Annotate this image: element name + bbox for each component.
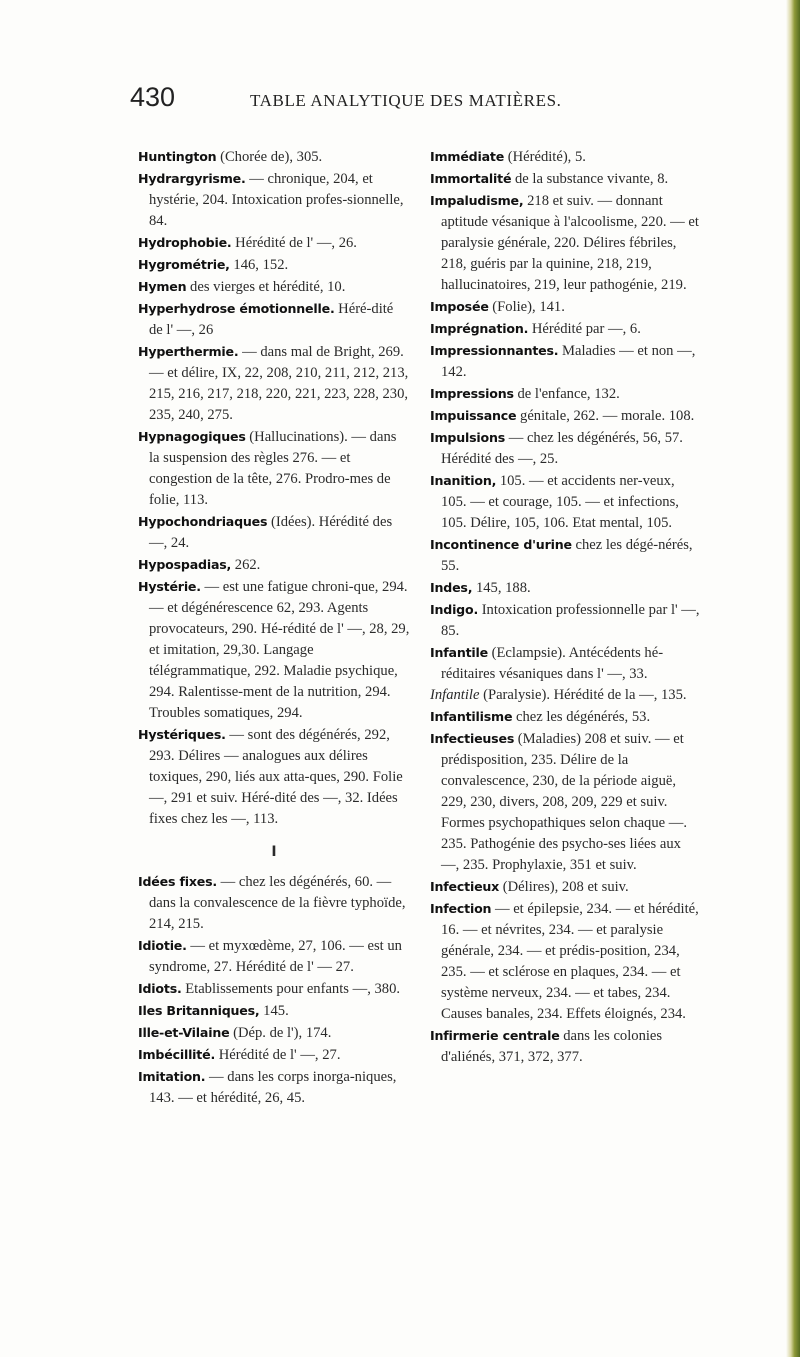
index-entry-text: Hérédité de l' —, 26. bbox=[231, 235, 357, 251]
index-headword: Idiots. bbox=[138, 981, 182, 996]
index-headword: Inanition, bbox=[430, 473, 497, 488]
index-entry-text: 145, 188. bbox=[472, 580, 531, 596]
index-entry bbox=[138, 276, 410, 298]
index-entry bbox=[430, 190, 700, 296]
index-entry bbox=[138, 341, 410, 426]
index-entry bbox=[430, 146, 700, 168]
index-headword: Idées fixes. bbox=[138, 874, 218, 889]
index-entry-text: chez les dégénérés, 53. bbox=[512, 709, 651, 725]
index-headword: Infectieux bbox=[430, 879, 500, 894]
index-entry-text: 262. bbox=[231, 557, 261, 573]
index-headword-italic: Infantile bbox=[430, 687, 480, 703]
index-headword: Incontinence d'urine bbox=[430, 537, 572, 552]
index-column-left bbox=[138, 146, 410, 1109]
index-headword: Hypospadias, bbox=[138, 557, 232, 572]
index-headword: Idiotie. bbox=[138, 938, 187, 953]
index-headword: Imbécillité. bbox=[138, 1047, 216, 1062]
index-entry-text: 145. bbox=[259, 1003, 289, 1019]
index-entry-text: 218 et suiv. — donnant aptitude vésanique à l'alcoolisme, 220. — et paralysie générale, 220. Délires fébriles, 218, guéris par la quinine, 218, 219, hallucinatoires, 219, leur pathogénie, 219. bbox=[441, 193, 699, 293]
index-headword: Huntington bbox=[138, 149, 217, 164]
index-entry-text: 146, 152. bbox=[229, 257, 289, 273]
index-entry bbox=[138, 576, 410, 724]
index-headword: Hydrargyrisme. bbox=[138, 171, 246, 186]
index-headword: Hystérie. bbox=[138, 579, 201, 594]
index-entry-text: — chronique, 204, et hystérie, 204. Intoxication profes-sionnelle, 84. bbox=[149, 171, 404, 229]
index-headword: Infantilisme bbox=[430, 709, 513, 724]
index-entry-text: (Délires), 208 et suiv. bbox=[499, 879, 629, 895]
index-entry-text: (Idées). Hérédité des —, 24. bbox=[149, 514, 393, 551]
index-entry bbox=[138, 232, 410, 254]
index-entry bbox=[138, 871, 410, 935]
index-entry-text: (Eclampsie). Antécédents hé-réditaires vésaniques dans l' —, 33. bbox=[441, 645, 664, 682]
index-entry-text: chez les dégé-nérés, 55. bbox=[441, 537, 693, 574]
index-entry bbox=[138, 1000, 410, 1022]
index-entry-text: (Hallucinations). — dans la suspension des règles 276. — et congestion de la tête, 276. Prodro-mes de folie, 113. bbox=[149, 429, 397, 508]
index-entry bbox=[138, 254, 410, 276]
index-headword: Hyperthermie. bbox=[138, 344, 239, 359]
index-entry bbox=[430, 427, 700, 470]
index-entry-text: Maladies — et non —, 142. bbox=[441, 343, 696, 380]
index-entry bbox=[430, 383, 700, 405]
page-edge-stain bbox=[786, 0, 800, 1357]
index-entry bbox=[430, 470, 700, 534]
index-headword: Hydrophobie. bbox=[138, 235, 232, 250]
index-entry-text: — et épilepsie, 234. — et hérédité, 16. — et névrites, 234. — et paralysie générale, 234. — et prédis-position, 234, 235. — et sclérose en plaques, 234. — et système nerveux, 234. — et tabes, 234. Causes banales, 234. Effets éloignés, 234. bbox=[441, 901, 699, 1022]
index-entry-text: Etablissements pour enfants —, 380. bbox=[181, 981, 401, 997]
index-headword: Indigo. bbox=[430, 602, 479, 617]
index-entry bbox=[430, 340, 700, 383]
index-entry bbox=[430, 599, 700, 642]
index-entry bbox=[430, 1025, 700, 1068]
index-headword: Impressions bbox=[430, 386, 514, 401]
index-entry-text: Hérédité par —, 6. bbox=[528, 321, 641, 337]
index-entry bbox=[430, 876, 700, 898]
index-headword: Ille-et-Vilaine bbox=[138, 1025, 230, 1040]
index-entry-text: — sont des dégénérés, 292, 293. Délires — analogues aux délires toxiques, 290, liés aux atta-ques, 290. Folie —, 291 et suiv. Héré-dité des —, 32. Idées fixes chez les —, 113. bbox=[149, 727, 403, 827]
index-headword: Immédiate bbox=[430, 149, 505, 164]
index-headword: Impuissance bbox=[430, 408, 517, 423]
index-entry-text: (Dép. de l'), 174. bbox=[229, 1025, 332, 1041]
index-entry bbox=[138, 1066, 410, 1109]
index-entry bbox=[138, 511, 410, 554]
index-entry-text: — chez les dégénérés, 56, 57. Hérédité des —, 25. bbox=[441, 430, 683, 467]
index-entry-text: de l'enfance, 132. bbox=[513, 386, 620, 402]
index-entry bbox=[138, 146, 410, 168]
index-entry-text: (Hérédité), 5. bbox=[504, 149, 586, 165]
index-entry-text: (Folie), 141. bbox=[488, 299, 565, 315]
index-entry-text: génitale, 262. — morale. 108. bbox=[516, 408, 695, 424]
index-entry bbox=[430, 296, 700, 318]
index-headword: Hygrométrie, bbox=[138, 257, 230, 272]
index-entry-text: — est une fatigue chroni-que, 294. — et dégénérescence 62, 293. Agents provocateurs, 290. Hé-rédité de l' —, 28, 29, et imitation, 29,30. Langage télégrammatique, 292. Maladie psychique, 294. Ralentisse-ment de la nutrition, 294. Troubles somatiques, 294. bbox=[149, 579, 410, 721]
index-headword: Infection bbox=[430, 901, 492, 916]
index-entry-text: Intoxication professionnelle par l' —, 85. bbox=[441, 602, 700, 639]
index-headword: Iles Britanniques, bbox=[138, 1003, 260, 1018]
index-headword: Indes, bbox=[430, 580, 473, 595]
page-number: 430 bbox=[130, 82, 176, 112]
index-entry bbox=[138, 978, 410, 1000]
index-entry bbox=[430, 405, 700, 427]
index-entry bbox=[430, 706, 700, 728]
index-entry-text: (Paralysie). Hérédité de la —, 135. bbox=[479, 687, 687, 703]
index-entry bbox=[430, 577, 700, 599]
index-entry bbox=[138, 935, 410, 978]
index-entry-text: 105. — et accidents ner-veux, 105. — et courage, 105. — et infections, 105. Délire, 105, 106. Etat mental, 105. bbox=[441, 473, 679, 531]
index-entry bbox=[138, 168, 410, 232]
index-entry-text: (Maladies) 208 et suiv. — et prédisposition, 235. Délire de la convalescence, 230, de la période aiguë, 229, 230, divers, 208, 209, 229 et suiv. Formes psychopathiques selon chaque —. 235. Pathogénie des psycho-ses liées aux —, 235. Prophylaxie, 351 et suiv. bbox=[441, 731, 688, 873]
index-headword: Hyperhydrose émotionnelle. bbox=[138, 301, 335, 316]
index-entry bbox=[138, 554, 410, 576]
index-entry bbox=[430, 168, 700, 190]
index-headword: Hystériques. bbox=[138, 727, 226, 742]
index-entry bbox=[138, 1022, 410, 1044]
index-entry bbox=[138, 426, 410, 511]
index-headword: Impressionnantes. bbox=[430, 343, 559, 358]
page-header bbox=[130, 82, 700, 112]
index-entry-text: de la substance vivante, 8. bbox=[511, 171, 669, 187]
index-headword: Hymen bbox=[138, 279, 187, 294]
index-entry-text: — chez les dégénérés, 60. — dans la convalescence de la fièvre typhoïde, 214, 215. bbox=[149, 874, 406, 932]
index-headword: Hypochondriaques bbox=[138, 514, 268, 529]
index-entry bbox=[138, 1044, 410, 1066]
index-headword: Immortalité bbox=[430, 171, 512, 186]
index-entry-text: — et myxœdème, 27, 106. — est un syndrome, 27. Hérédité de l' — 27. bbox=[149, 938, 402, 975]
index-entry-text: — dans les corps inorga-niques, 143. — et hérédité, 26, 45. bbox=[149, 1069, 397, 1106]
index-headword: Impaludisme, bbox=[430, 193, 524, 208]
index-entry-text: dans les colonies d'aliénés, 371, 372, 377. bbox=[441, 1028, 663, 1065]
index-entry bbox=[430, 642, 700, 685]
index-entry bbox=[138, 724, 410, 830]
index-entry bbox=[138, 298, 410, 341]
index-entry-text: Hérédité de l' —, 27. bbox=[215, 1047, 341, 1063]
section-letter: I bbox=[271, 844, 277, 860]
index-column-right bbox=[430, 146, 700, 1068]
index-entry-text: Héré-dité de l' —, 26 bbox=[149, 301, 394, 338]
index-headword: Imitation. bbox=[138, 1069, 206, 1084]
index-headword: Infirmerie centrale bbox=[430, 1028, 560, 1043]
index-entry-text: (Chorée de), 305. bbox=[216, 149, 323, 165]
index-headword: Imprégnation. bbox=[430, 321, 529, 336]
index-entry bbox=[430, 728, 700, 876]
index-entry-text: — dans mal de Bright, 269. — et délire, IX, 22, 208, 210, 211, 212, 213, 215, 216, 217, 218, 220, 221, 223, 228, 230, 235, 240, 275. bbox=[149, 344, 409, 423]
index-headword: Hypnagogiques bbox=[138, 429, 246, 444]
index-entry bbox=[430, 534, 700, 577]
running-title: TABLE ANALYTIQUE DES MATIÈRES. bbox=[250, 91, 562, 110]
index-headword: Imposée bbox=[430, 299, 489, 314]
index-headword: Infectieuses bbox=[430, 731, 515, 746]
index-entry bbox=[430, 898, 700, 1025]
index-headword: Impulsions bbox=[430, 430, 506, 445]
index-entry bbox=[430, 685, 700, 706]
index-entry-text: des vierges et hérédité, 10. bbox=[186, 279, 346, 295]
index-headword: Infantile bbox=[430, 645, 488, 660]
index-entry bbox=[430, 318, 700, 340]
